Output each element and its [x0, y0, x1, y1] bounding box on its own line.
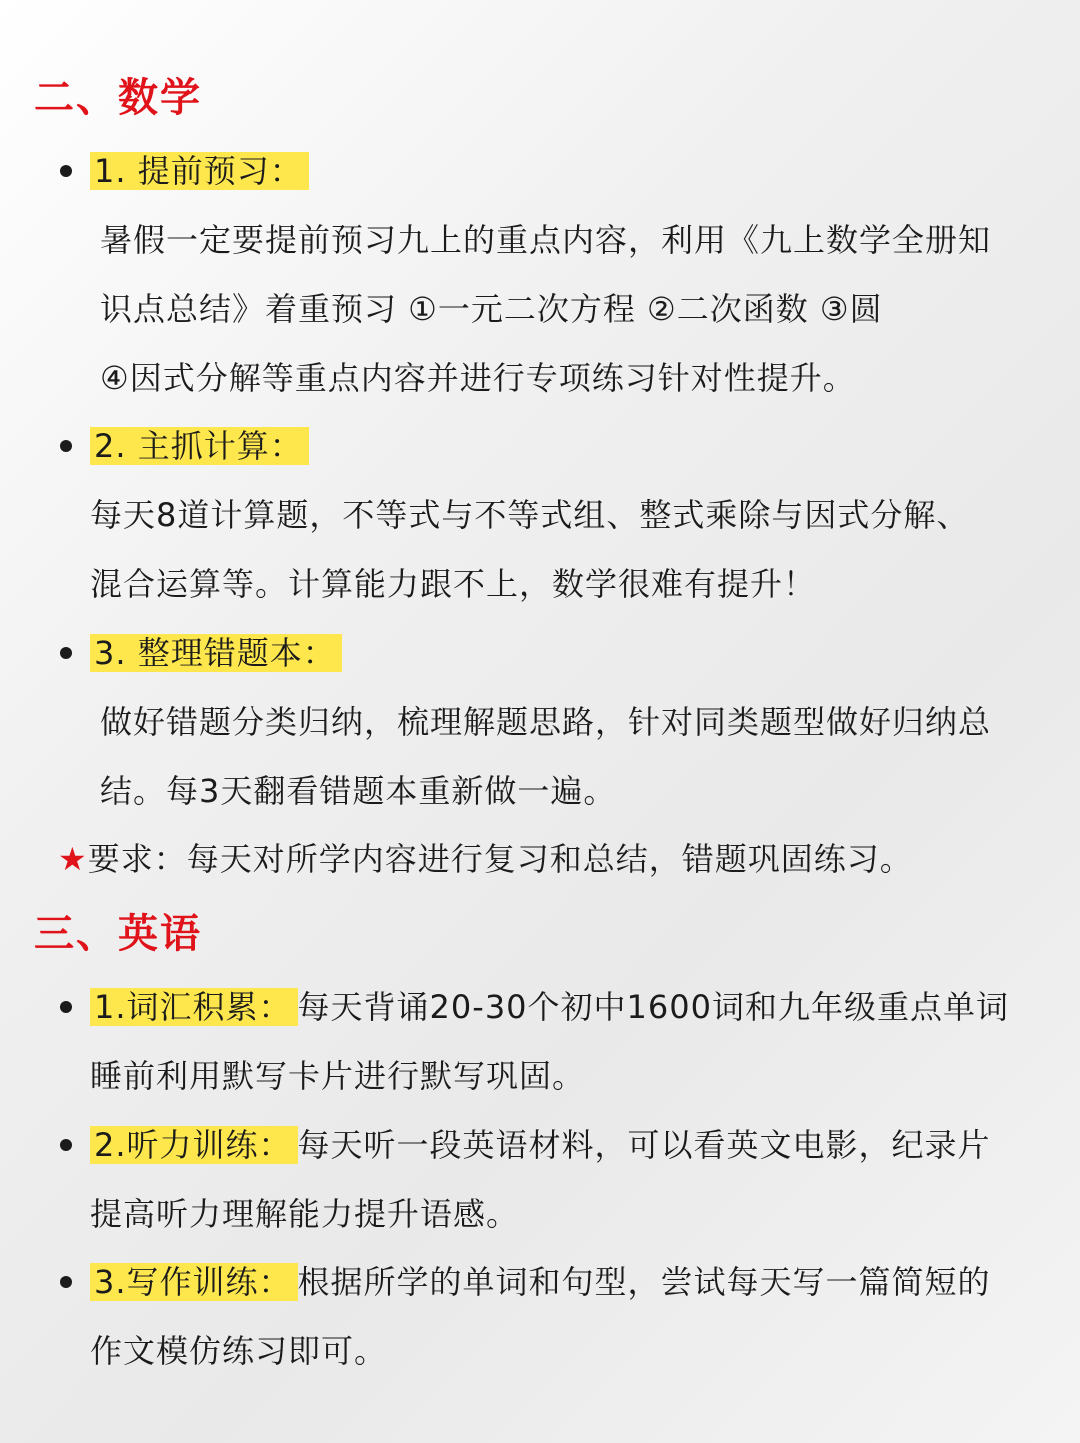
bullet-dot	[60, 165, 72, 177]
bullet-dot	[60, 1001, 72, 1013]
highlighted-label: 3.写作训练：	[90, 1263, 298, 1301]
bullet-dot	[60, 647, 72, 659]
math-requirement	[58, 836, 913, 882]
item-text-line: 混合运算等。计算能力跟不上，数学很难有提升！	[90, 565, 817, 603]
bullet-dot	[60, 1139, 72, 1151]
item-text-inline: 每天背诵20-30个初中1600词和九年级重点单词	[297, 988, 1009, 1026]
item-heading	[90, 423, 309, 469]
item-text-inline: 根据所学的单词和句型，尝试每天写一篇简短的	[297, 1263, 991, 1301]
item-text-line: ④因式分解等重点内容并进行专项练习针对性提升。	[100, 359, 856, 397]
requirement-text: 要求：每天对所学内容进行复习和总结，错题巩固练习。	[87, 840, 913, 878]
highlighted-label: 2.听力训练：	[90, 1126, 298, 1164]
item-heading	[90, 1259, 991, 1305]
item-text-line: 提高听力理解能力提升语感。	[90, 1195, 520, 1233]
item-text-line: 每天8道计算题，不等式与不等式组、整式乘除与因式分解、	[90, 496, 970, 534]
bullet-dot	[60, 440, 72, 452]
star-icon: ★	[58, 840, 88, 878]
highlighted-label: 1.词汇积累：	[90, 988, 298, 1026]
item-text-line: 识点总结》着重预习 ①一元二次方程 ②二次函数 ③圆	[100, 290, 883, 328]
highlighted-label: 2. 主抓计算：	[90, 427, 309, 465]
item-heading	[90, 148, 309, 194]
item-text-inline: 每天听一段英语材料，可以看英文电影，纪录片	[297, 1126, 991, 1164]
item-heading	[90, 630, 342, 676]
item-text-line: 睡前利用默写卡片进行默写巩固。	[90, 1057, 586, 1095]
item-text-line: 做好错题分类归纳，梳理解题思路，针对同类题型做好归纳总	[100, 703, 992, 741]
highlighted-label: 1. 提前预习：	[90, 152, 309, 190]
item-heading	[90, 1122, 991, 1168]
highlighted-label: 3. 整理错题本：	[90, 634, 342, 672]
item-heading	[90, 984, 1009, 1030]
section-title-english: 三、英语	[34, 911, 202, 957]
item-text-line: 暑假一定要提前预习九上的重点内容，利用《九上数学全册知	[100, 221, 992, 259]
item-text-line: 作文模仿练习即可。	[90, 1332, 388, 1370]
bullet-dot	[60, 1276, 72, 1288]
item-text-line: 结。每3天翻看错题本重新做一遍。	[100, 772, 617, 810]
section-title-math: 二、数学	[34, 75, 202, 121]
